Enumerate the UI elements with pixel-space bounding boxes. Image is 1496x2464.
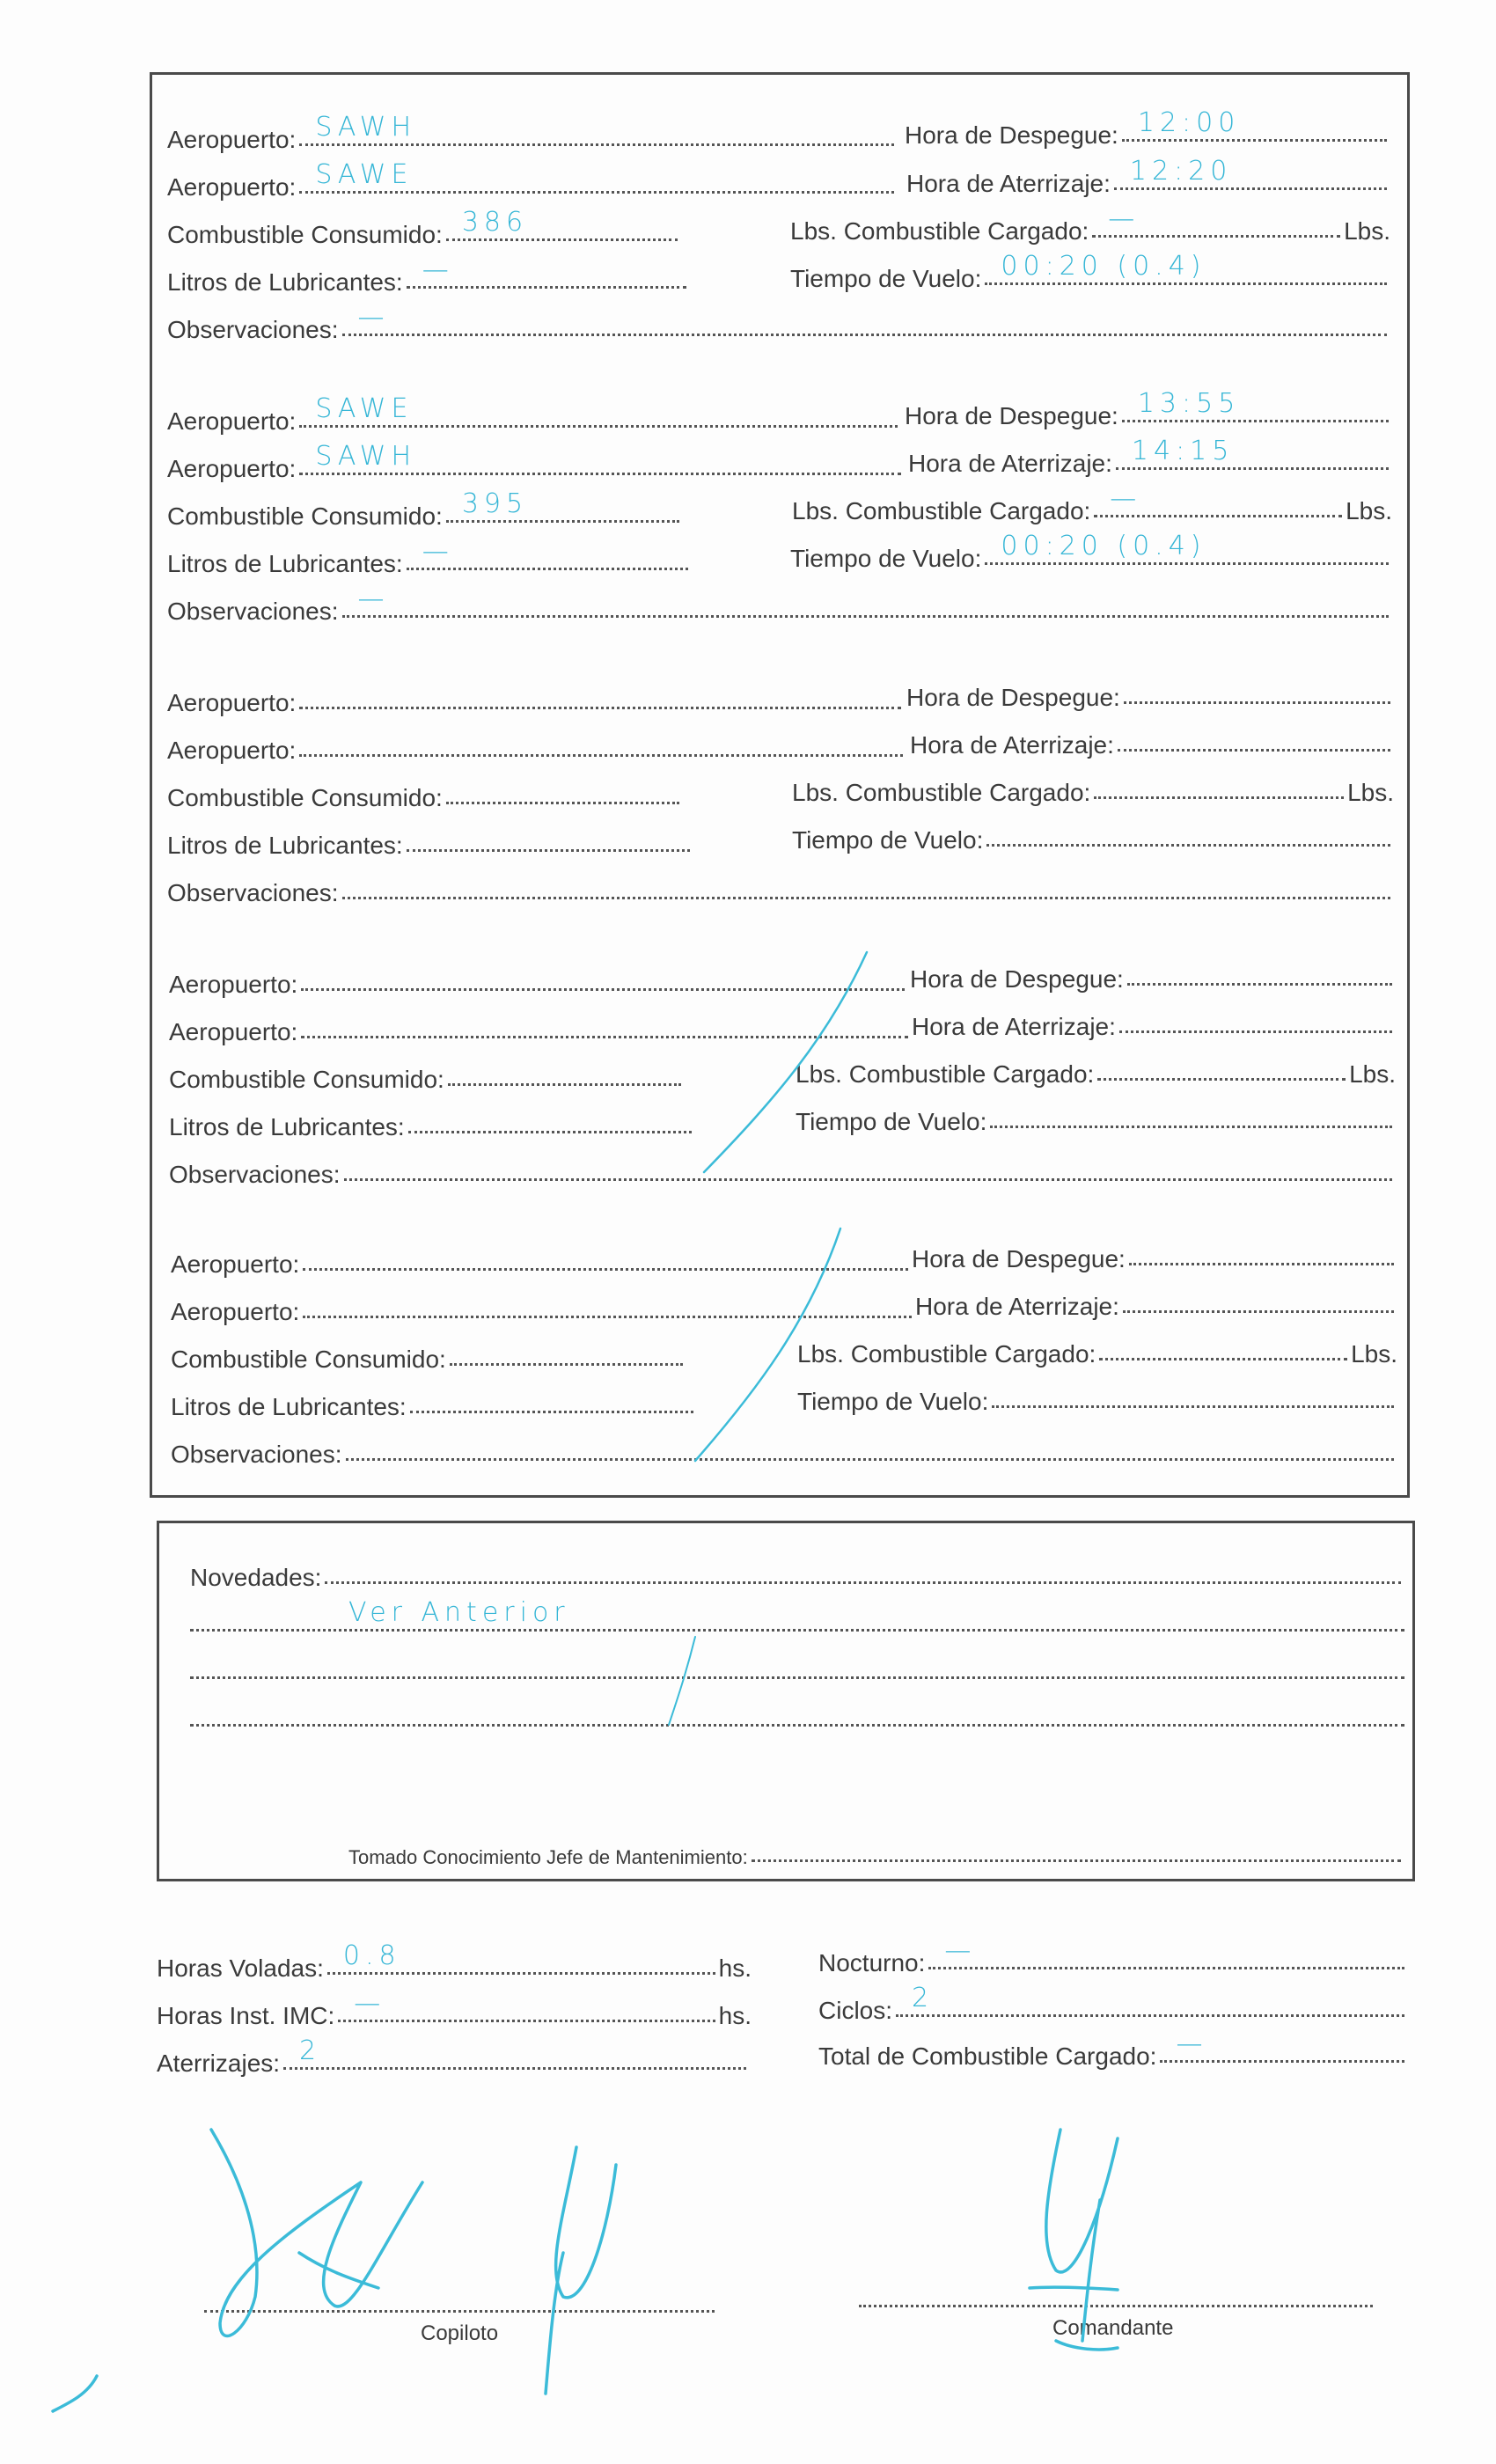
copiloto-signature — [53, 2130, 616, 2411]
combustible-cargado-field[interactable]: Lbs. Combustible Cargado: — Lbs. — [792, 483, 1392, 524]
comandante-signature — [1030, 2130, 1118, 2350]
strike-line-2 — [695, 1228, 840, 1461]
observaciones-field[interactable]: Observaciones: — [171, 1436, 1397, 1471]
novedades-field[interactable]: Novedades: — [190, 1559, 1404, 1595]
strike-line-1 — [704, 952, 867, 1172]
aeropuerto-llegada-field[interactable]: Aeropuerto: SAWH — [167, 451, 905, 486]
horas-voladas-field[interactable]: Horas Voladas: 0.8 hs. — [157, 1940, 752, 1982]
combustible-consumido-field[interactable]: Combustible Consumido: 395 — [167, 498, 683, 533]
hora-despegue-field[interactable]: Hora de Despegue: — [912, 1241, 1397, 1276]
total-combustible-field[interactable]: Total de Combustible Cargado: — — [818, 2038, 1408, 2073]
tiempo-vuelo-field[interactable]: Tiempo de Vuelo: — [792, 822, 1394, 857]
observaciones-field[interactable]: Observaciones: — [167, 875, 1394, 910]
combustible-consumido-field[interactable]: Combustible Consumido: — [171, 1341, 686, 1376]
hora-aterrizaje-field[interactable]: Hora de Aterrizaje: — [915, 1288, 1397, 1324]
combustible-cargado-field[interactable]: Lbs. Combustible Cargado: Lbs. — [796, 1056, 1396, 1091]
hora-aterrizaje-field[interactable]: Hora de Aterrizaje: — [910, 727, 1394, 762]
aeropuerto-salida-field[interactable]: Aeropuerto: — [167, 685, 905, 720]
combustible-consumido-field[interactable]: Combustible Consumido: — [169, 1061, 685, 1096]
aeropuerto-salida-field[interactable]: Aeropuerto: — [171, 1246, 912, 1281]
aeropuerto-llegada-field[interactable]: Aeropuerto: — [167, 732, 906, 767]
observaciones-field[interactable]: Observaciones: — — [167, 312, 1390, 347]
litros-lubricantes-field[interactable]: Litros de Lubricantes: — [171, 1389, 697, 1424]
litros-lubricantes-field[interactable]: Litros de Lubricantes: — — [167, 546, 692, 581]
observaciones-field[interactable]: Observaciones: — — [167, 593, 1392, 628]
combustible-cargado-field[interactable]: Lbs. Combustible Cargado: Lbs. — [792, 774, 1394, 810]
litros-lubricantes-field[interactable]: Litros de Lubricantes: — — [167, 264, 690, 299]
novedades-line-1[interactable]: Ver Anterior — [190, 1607, 1404, 1642]
horas-imc-field[interactable]: Horas Inst. IMC: — hs. — [157, 1988, 752, 2029]
hora-despegue-field[interactable]: Hora de Despegue: — [906, 679, 1394, 715]
aeropuerto-llegada-field[interactable]: Aeropuerto: — [171, 1294, 915, 1329]
jefe-mantenimiento-field[interactable]: Tomado Conocimiento Jefe de Mantenimiento: — [348, 1837, 1404, 1873]
combustible-cargado-field[interactable]: Lbs. Combustible Cargado: — Lbs. — [790, 203, 1390, 245]
hora-despegue-field[interactable]: Hora de Despegue: 13:55 — [905, 398, 1392, 433]
copiloto-label: Copiloto — [421, 2321, 499, 2345]
aterrizajes-field[interactable]: Aterrizajes: 2 — [157, 2045, 750, 2080]
combustible-cargado-field[interactable]: Lbs. Combustible Cargado: Lbs. — [797, 1336, 1397, 1371]
litros-lubricantes-field[interactable]: Litros de Lubricantes: — [169, 1109, 695, 1144]
aeropuerto-llegada-field[interactable]: Aeropuerto: — [169, 1014, 912, 1049]
combustible-consumido-field[interactable]: Combustible Consumido: 386 — [167, 216, 681, 252]
aeropuerto-salida-field[interactable]: Aeropuerto: — [169, 966, 908, 1001]
tiempo-vuelo-field[interactable]: Tiempo de Vuelo: 00:20 (0.4) — [790, 540, 1392, 576]
hora-aterrizaje-field[interactable]: Hora de Aterrizaje: 14:15 — [908, 445, 1392, 480]
combustible-consumido-field[interactable]: Combustible Consumido: — [167, 780, 683, 815]
aeropuerto-llegada-field[interactable]: Aeropuerto: SAWE — [167, 169, 898, 204]
tiempo-vuelo-field[interactable]: Tiempo de Vuelo: — [797, 1383, 1397, 1419]
hora-despegue-field[interactable]: Hora de Despegue: — [910, 961, 1396, 996]
tiempo-vuelo-field[interactable]: Tiempo de Vuelo: 00:20 (0.4) — [790, 260, 1390, 296]
strike-line-3 — [669, 1637, 695, 1725]
hora-despegue-field[interactable]: Hora de Despegue: 12:00 — [905, 117, 1390, 152]
litros-lubricantes-field[interactable]: Litros de Lubricantes: — [167, 827, 693, 862]
aeropuerto-salida-field[interactable]: Aeropuerto: SAWH — [167, 121, 898, 157]
hora-aterrizaje-field[interactable]: Hora de Aterrizaje: — [912, 1008, 1396, 1044]
tiempo-vuelo-field[interactable]: Tiempo de Vuelo: — [796, 1104, 1396, 1139]
hora-aterrizaje-field[interactable]: Hora de Aterrizaje: 12:20 — [906, 165, 1390, 201]
aeropuerto-salida-field[interactable]: Aeropuerto: SAWE — [167, 403, 901, 438]
ciclos-field[interactable]: Ciclos: 2 — [818, 1992, 1408, 2028]
comandante-label: Comandante — [1052, 2316, 1174, 2340]
nocturno-field[interactable]: Nocturno: — — [818, 1945, 1408, 1980]
observaciones-field[interactable]: Observaciones: — [169, 1156, 1396, 1192]
